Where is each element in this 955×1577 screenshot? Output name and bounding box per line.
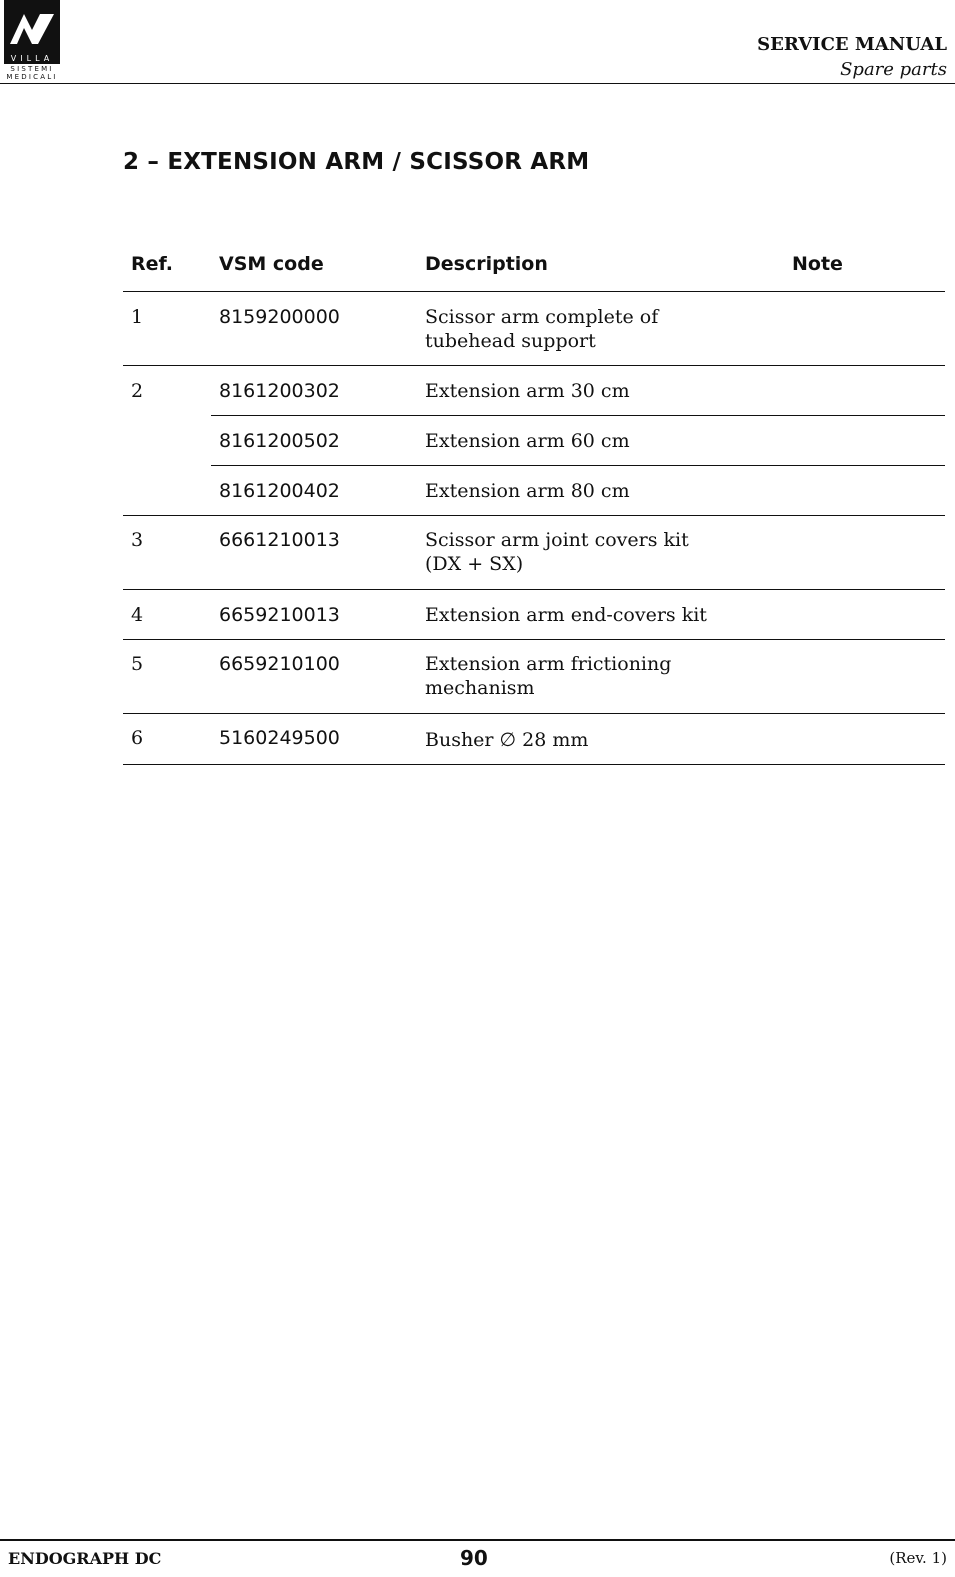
table-bottom-rule	[123, 764, 945, 765]
footer-product: ENDOGRAPH DC	[8, 1549, 162, 1568]
row-2b-code: 8161200502	[219, 430, 340, 452]
row-2-ref: 2	[131, 380, 144, 402]
row-divider	[211, 415, 945, 416]
row-4-description: Extension arm end-covers kit	[425, 604, 707, 626]
row-2a-description: Extension arm 30 cm	[425, 380, 630, 402]
row-6-code: 5160249500	[219, 727, 340, 749]
row-4-ref: 4	[131, 604, 144, 626]
row-divider	[123, 365, 945, 366]
row-divider	[123, 515, 945, 516]
row-divider	[123, 589, 945, 590]
footer-revision: (Rev. 1)	[889, 1549, 947, 1567]
company-logo	[4, 0, 60, 82]
col-header-note: Note	[792, 253, 843, 275]
row-1-code: 8159200000	[219, 306, 340, 328]
page-number: 90	[460, 1546, 488, 1570]
row-2c-code: 8161200402	[219, 480, 340, 502]
row-6-ref: 6	[131, 727, 144, 749]
row-2b-description: Extension arm 60 cm	[425, 430, 630, 452]
col-header-description: Description	[425, 253, 548, 275]
row-5-ref: 5	[131, 653, 144, 675]
row-3-description: Scissor arm joint covers kit (DX + SX)	[425, 529, 689, 575]
header-rule	[123, 291, 945, 292]
row-divider	[123, 713, 945, 714]
row-2a-code: 8161200302	[219, 380, 340, 402]
header-divider	[0, 83, 955, 84]
section-title: 2 – EXTENSION ARM / SCISSOR ARM	[123, 149, 590, 175]
row-3-code: 6661210013	[219, 529, 340, 551]
row-2c-description: Extension arm 80 cm	[425, 480, 630, 502]
footer-divider	[0, 1539, 955, 1541]
row-1-ref: 1	[131, 306, 144, 328]
row-4-code: 6659210013	[219, 604, 340, 626]
row-5-description: Extension arm frictioning mechanism	[425, 653, 672, 699]
logo-sistemi: SISTEMI	[10, 65, 54, 73]
row-divider	[211, 465, 945, 466]
row-3-ref: 3	[131, 529, 144, 551]
logo-medicali: MEDICALI	[6, 73, 58, 81]
col-header-ref: Ref.	[131, 253, 173, 275]
logo-villa: VILLA	[4, 54, 60, 64]
vsm-logo-icon	[4, 0, 60, 54]
row-5-code: 6659210100	[219, 653, 340, 675]
header-title: SERVICE MANUAL	[757, 34, 947, 55]
col-header-code: VSM code	[219, 253, 324, 275]
row-1-description: Scissor arm complete of tubehead support	[425, 306, 659, 352]
row-6-description: Busher ∅ 28 mm	[425, 729, 589, 751]
row-divider	[123, 639, 945, 640]
header-subtitle: Spare parts	[840, 59, 947, 80]
